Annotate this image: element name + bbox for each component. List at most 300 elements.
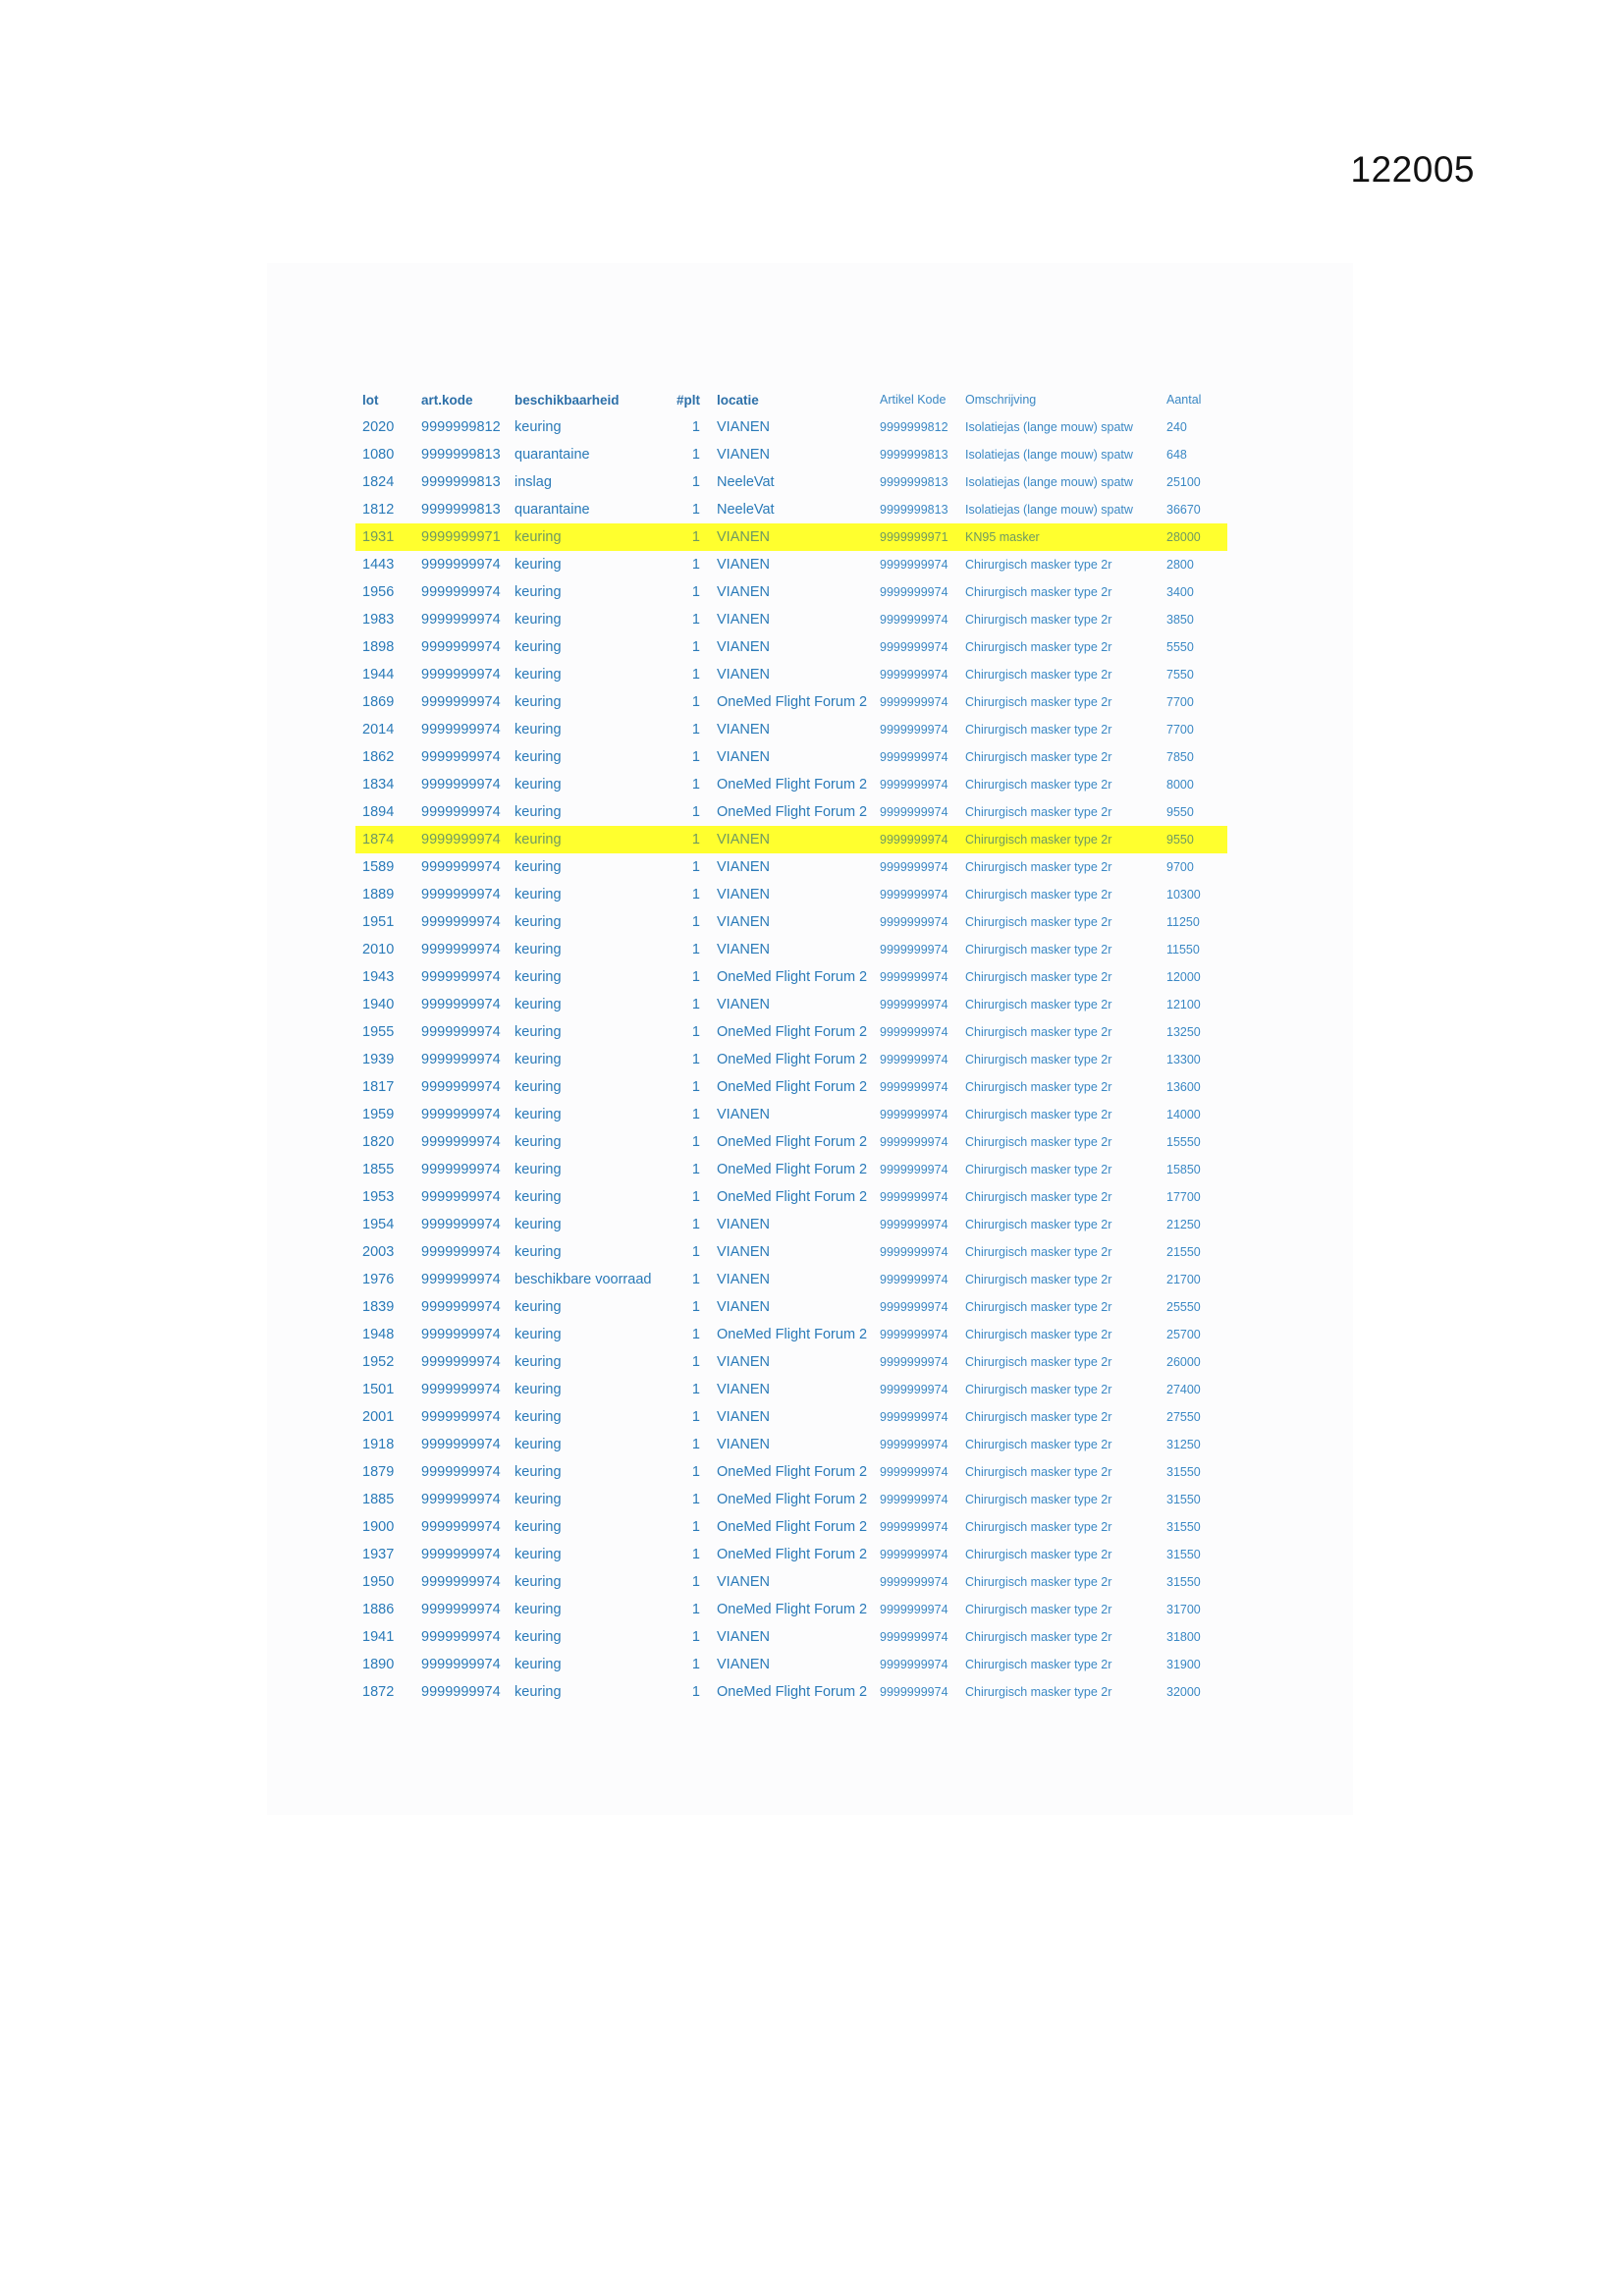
cell-art-kode: 9999999974 (421, 722, 501, 738)
cell-lot: 1952 (362, 1354, 395, 1370)
cell-lot: 1955 (362, 1024, 395, 1040)
table-row (355, 881, 1227, 908)
cell-artikel-kode: 9999999974 (880, 750, 948, 764)
cell-plt: 1 (691, 694, 700, 710)
table-row (355, 1211, 1227, 1238)
cell-beschikbaarheid: keuring (514, 1464, 562, 1480)
cell-artikel-kode: 9999999974 (880, 1218, 948, 1231)
table-row (355, 1513, 1227, 1541)
cell-plt: 1 (691, 1354, 700, 1370)
cell-beschikbaarheid: keuring (514, 1519, 562, 1535)
cell-plt: 1 (673, 523, 710, 551)
cell-art-kode: 9999999974 (421, 1409, 501, 1425)
cell-art-kode: 9999999974 (421, 1437, 501, 1452)
cell-aantal: 31550 (1166, 1520, 1201, 1534)
cell-omschrijving: Chirurgisch masker type 2r (965, 805, 1112, 819)
cell-plt: 1 (691, 1437, 700, 1452)
cell-beschikbaarheid: keuring (514, 612, 562, 628)
cell-lot: 1953 (362, 1189, 395, 1205)
table-row (355, 551, 1227, 578)
cell-lot: 2020 (362, 419, 395, 435)
cell-beschikbaarheid: keuring (514, 1382, 562, 1397)
table-row (355, 1623, 1227, 1651)
cell-locatie: VIANEN (717, 942, 770, 957)
cell-artikel-kode: 9999999974 (880, 1273, 948, 1286)
cell-locatie: OneMed Flight Forum 2 (717, 1464, 868, 1480)
cell-artikel-kode: 9999999974 (880, 943, 948, 957)
cell-plt: 1 (691, 612, 700, 628)
cell-art-kode: 9999999813 (421, 447, 501, 463)
cell-beschikbaarheid: keuring (514, 1299, 562, 1315)
cell-lot: 2010 (362, 942, 395, 957)
cell-artikel-kode: 9999999974 (880, 998, 948, 1011)
cell-omschrijving: KN95 masker (958, 523, 1160, 551)
cell-artikel-kode: 9999999974 (880, 1080, 948, 1094)
cell-omschrijving: Isolatiejas (lange mouw) spatw (965, 448, 1133, 462)
cell-locatie: VIANEN (717, 722, 770, 738)
cell-omschrijving: Chirurgisch masker type 2r (965, 888, 1112, 902)
cell-lot: 1839 (362, 1299, 395, 1315)
cell-artikel-kode: 9999999974 (880, 888, 948, 902)
cell-plt: 1 (691, 1657, 700, 1672)
cell-artikel-kode: 9999999974 (880, 860, 948, 874)
inventory-table (355, 386, 1227, 1706)
cell-locatie: VIANEN (717, 1629, 770, 1645)
cell-lot: 1944 (362, 667, 395, 683)
cell-omschrijving: Chirurgisch masker type 2r (965, 970, 1112, 984)
cell-artikel-kode: 9999999974 (880, 1108, 948, 1121)
cell-lot: 1940 (362, 997, 395, 1012)
cell-artikel-kode: 9999999974 (880, 1630, 948, 1644)
cell-lot: 1874 (355, 826, 414, 853)
cell-omschrijving: Chirurgisch masker type 2r (965, 613, 1112, 627)
cell-lot: 1817 (362, 1079, 395, 1095)
table-row (355, 908, 1227, 936)
cell-omschrijving: Isolatiejas (lange mouw) spatw (965, 475, 1133, 489)
cell-aantal: 32000 (1166, 1685, 1201, 1699)
cell-aantal: 9700 (1166, 860, 1194, 874)
cell-artikel-kode: 9999999974 (880, 613, 948, 627)
cell-artikel-kode: 9999999974 (880, 778, 948, 792)
cell-art-kode: 9999999974 (421, 1547, 501, 1562)
cell-aantal: 21700 (1166, 1273, 1201, 1286)
cell-plt: 1 (691, 1024, 700, 1040)
cell-lot: 1080 (362, 447, 395, 463)
cell-locatie: OneMed Flight Forum 2 (717, 1079, 868, 1095)
cell-aantal: 3400 (1166, 585, 1194, 599)
cell-aantal: 15850 (1166, 1163, 1201, 1176)
header-omschrijving: Omschrijving (965, 393, 1037, 407)
cell-aantal: 31550 (1166, 1575, 1201, 1589)
cell-lot: 1931 (355, 523, 414, 551)
cell-artikel-kode: 9999999974 (880, 1300, 948, 1314)
cell-plt: 1 (691, 419, 700, 435)
cell-aantal: 7700 (1166, 723, 1194, 737)
cell-beschikbaarheid: keuring (514, 419, 562, 435)
cell-lot: 1959 (362, 1107, 395, 1122)
table-row-highlighted (355, 826, 1227, 853)
cell-locatie: OneMed Flight Forum 2 (717, 1602, 868, 1617)
cell-art-kode: 9999999974 (421, 942, 501, 957)
cell-omschrijving: Chirurgisch masker type 2r (965, 1410, 1112, 1424)
header-lot: lot (362, 392, 379, 408)
cell-lot: 1589 (362, 859, 395, 875)
cell-artikel-kode: 9999999974 (880, 1053, 948, 1066)
cell-plt: 1 (691, 859, 700, 875)
cell-locatie: VIANEN (717, 1354, 770, 1370)
cell-beschikbaarheid: keuring (514, 1409, 562, 1425)
cell-aantal: 31550 (1166, 1465, 1201, 1479)
cell-art-kode: 9999999974 (421, 1327, 501, 1342)
cell-omschrijving: Chirurgisch masker type 2r (965, 1135, 1112, 1149)
cell-beschikbaarheid: keuring (514, 1134, 562, 1150)
cell-omschrijving: Chirurgisch masker type 2r (958, 826, 1160, 853)
cell-aantal: 9550 (1160, 826, 1227, 853)
cell-omschrijving: Chirurgisch masker type 2r (965, 943, 1112, 957)
table-row (355, 496, 1227, 523)
cell-lot: 1956 (362, 584, 395, 600)
cell-plt: 1 (691, 1547, 700, 1562)
cell-art-kode: 9999999974 (421, 1382, 501, 1397)
cell-omschrijving: Chirurgisch masker type 2r (965, 1273, 1112, 1286)
table-row (355, 1486, 1227, 1513)
cell-art-kode: 9999999974 (421, 694, 501, 710)
cell-artikel-kode: 9999999974 (880, 970, 948, 984)
cell-aantal: 9550 (1166, 805, 1194, 819)
cell-plt: 1 (691, 447, 700, 463)
cell-plt: 1 (691, 667, 700, 683)
cell-omschrijving: Chirurgisch masker type 2r (965, 1053, 1112, 1066)
table-body (355, 413, 1227, 1706)
cell-artikel-kode: 9999999974 (880, 723, 948, 737)
cell-plt: 1 (691, 639, 700, 655)
table-row (355, 688, 1227, 716)
cell-beschikbaarheid: quarantaine (514, 447, 590, 463)
cell-artikel-kode: 9999999974 (880, 915, 948, 929)
cell-art-kode: 9999999974 (421, 1492, 501, 1507)
cell-lot: 1834 (362, 777, 395, 793)
cell-artikel-kode: 9999999974 (880, 1328, 948, 1341)
cell-plt: 1 (691, 1382, 700, 1397)
cell-plt: 1 (691, 997, 700, 1012)
cell-aantal: 31800 (1166, 1630, 1201, 1644)
cell-artikel-kode: 9999999974 (880, 1548, 948, 1561)
cell-art-kode: 9999999974 (421, 914, 501, 930)
cell-omschrijving: Chirurgisch masker type 2r (965, 1465, 1112, 1479)
cell-locatie: VIANEN (717, 447, 770, 463)
cell-aantal: 25700 (1166, 1328, 1201, 1341)
cell-art-kode: 9999999974 (421, 1052, 501, 1067)
cell-artikel-kode: 9999999974 (880, 585, 948, 599)
cell-artikel-kode: 9999999974 (880, 1520, 948, 1534)
cell-beschikbaarheid: keuring (514, 1354, 562, 1370)
cell-omschrijving: Chirurgisch masker type 2r (965, 1603, 1112, 1616)
cell-locatie: VIANEN (717, 667, 770, 683)
cell-art-kode: 9999999974 (421, 804, 501, 820)
cell-locatie: VIANEN (717, 612, 770, 628)
cell-aantal: 17700 (1166, 1190, 1201, 1204)
cell-aantal: 11550 (1166, 943, 1200, 957)
cell-plt: 1 (691, 777, 700, 793)
cell-lot: 1941 (362, 1629, 395, 1645)
cell-artikel-kode: 9999999974 (880, 1355, 948, 1369)
cell-aantal: 648 (1166, 448, 1187, 462)
cell-artikel-kode: 9999999974 (880, 1575, 948, 1589)
cell-beschikbaarheid: keuring (514, 667, 562, 683)
cell-locatie: VIANEN (717, 1217, 770, 1232)
header-aantal: Aantal (1166, 393, 1202, 407)
cell-omschrijving: Chirurgisch masker type 2r (965, 1438, 1112, 1451)
cell-art-kode: 9999999974 (421, 1629, 501, 1645)
cell-beschikbaarheid: keuring (514, 1437, 562, 1452)
cell-art-kode: 9999999974 (421, 997, 501, 1012)
cell-art-kode: 9999999974 (421, 859, 501, 875)
cell-art-kode: 9999999812 (421, 419, 501, 435)
table-header-row (355, 386, 1227, 413)
table-row (355, 633, 1227, 661)
table-row (355, 606, 1227, 633)
cell-plt: 1 (691, 1629, 700, 1645)
cell-locatie: OneMed Flight Forum 2 (717, 1327, 868, 1342)
cell-plt: 1 (691, 502, 700, 518)
cell-aantal: 31250 (1166, 1438, 1201, 1451)
cell-plt: 1 (691, 887, 700, 902)
cell-art-kode: 9999999974 (421, 1684, 501, 1700)
cell-locatie: VIANEN (710, 523, 873, 551)
cell-beschikbaarheid: keuring (514, 997, 562, 1012)
cell-art-kode: 9999999974 (421, 584, 501, 600)
table-row (355, 936, 1227, 963)
cell-artikel-kode: 9999999974 (880, 1025, 948, 1039)
cell-plt: 1 (673, 826, 710, 853)
cell-beschikbaarheid: keuring (514, 1327, 562, 1342)
cell-lot: 1879 (362, 1464, 395, 1480)
cell-beschikbaarheid: keuring (514, 969, 562, 985)
cell-art-kode: 9999999974 (421, 1519, 501, 1535)
cell-plt: 1 (691, 1327, 700, 1342)
cell-art-kode: 9999999974 (421, 969, 501, 985)
cell-artikel-kode: 9999999813 (880, 475, 948, 489)
cell-omschrijving: Chirurgisch masker type 2r (965, 750, 1112, 764)
cell-plt: 1 (691, 1574, 700, 1590)
cell-locatie: OneMed Flight Forum 2 (717, 1519, 868, 1535)
cell-locatie: VIANEN (717, 1272, 770, 1287)
cell-aantal: 31550 (1166, 1493, 1201, 1506)
cell-plt: 1 (691, 1107, 700, 1122)
cell-plt: 1 (691, 1162, 700, 1177)
cell-lot: 1898 (362, 639, 395, 655)
cell-lot: 1855 (362, 1162, 395, 1177)
cell-plt: 1 (691, 1134, 700, 1150)
cell-lot: 1872 (362, 1684, 395, 1700)
cell-aantal: 15550 (1166, 1135, 1201, 1149)
table-row (355, 578, 1227, 606)
cell-art-kode: 9999999974 (421, 1079, 501, 1095)
cell-art-kode: 9999999974 (421, 1657, 501, 1672)
header-art-kode: art.kode (421, 392, 473, 408)
cell-locatie: VIANEN (717, 1574, 770, 1590)
cell-beschikbaarheid: keuring (514, 887, 562, 902)
cell-art-kode: 9999999974 (421, 1574, 501, 1590)
cell-locatie: VIANEN (717, 914, 770, 930)
cell-locatie: VIANEN (717, 1437, 770, 1452)
cell-beschikbaarheid: keuring (514, 914, 562, 930)
cell-lot: 1900 (362, 1519, 395, 1535)
cell-beschikbaarheid: keuring (514, 1684, 562, 1700)
cell-aantal: 10300 (1166, 888, 1201, 902)
cell-lot: 1824 (362, 474, 395, 490)
cell-aantal: 13600 (1166, 1080, 1201, 1094)
cell-artikel-kode: 9999999974 (880, 1410, 948, 1424)
table-row (355, 1651, 1227, 1678)
cell-artikel-kode: 9999999974 (880, 1493, 948, 1506)
cell-art-kode: 9999999974 (421, 557, 501, 573)
cell-art-kode: 9999999974 (421, 612, 501, 628)
cell-beschikbaarheid: keuring (514, 1079, 562, 1095)
cell-artikel-kode: 9999999974 (880, 1163, 948, 1176)
cell-beschikbaarheid: keuring (514, 584, 562, 600)
cell-art-kode: 9999999971 (414, 523, 508, 551)
cell-beschikbaarheid: keuring (514, 1244, 562, 1260)
table-row (355, 1018, 1227, 1046)
cell-locatie: OneMed Flight Forum 2 (717, 1492, 868, 1507)
cell-locatie: VIANEN (717, 584, 770, 600)
cell-locatie: VIANEN (717, 887, 770, 902)
cell-plt: 1 (691, 1272, 700, 1287)
cell-plt: 1 (691, 969, 700, 985)
table-row (355, 661, 1227, 688)
cell-art-kode: 9999999974 (421, 1244, 501, 1260)
cell-locatie: VIANEN (717, 1244, 770, 1260)
table-row-highlighted (355, 523, 1227, 551)
cell-lot: 1820 (362, 1134, 395, 1150)
cell-locatie: NeeleVat (717, 474, 775, 490)
cell-plt: 1 (691, 584, 700, 600)
cell-plt: 1 (691, 1189, 700, 1205)
cell-beschikbaarheid: keuring (514, 1189, 562, 1205)
cell-beschikbaarheid: keuring (514, 1574, 562, 1590)
cell-plt: 1 (691, 722, 700, 738)
cell-omschrijving: Chirurgisch masker type 2r (965, 1658, 1112, 1671)
cell-omschrijving: Chirurgisch masker type 2r (965, 915, 1112, 929)
cell-aantal: 7550 (1166, 668, 1194, 682)
cell-aantal: 7700 (1166, 695, 1194, 709)
cell-aantal: 7850 (1166, 750, 1194, 764)
cell-aantal: 240 (1166, 420, 1187, 434)
cell-omschrijving: Chirurgisch masker type 2r (965, 1328, 1112, 1341)
cell-locatie: VIANEN (717, 997, 770, 1012)
header-plt: #plt (676, 392, 700, 408)
cell-artikel-kode: 9999999974 (880, 1245, 948, 1259)
cell-lot: 1890 (362, 1657, 395, 1672)
cell-plt: 1 (691, 474, 700, 490)
cell-lot: 1943 (362, 969, 395, 985)
cell-artikel-kode: 9999999974 (880, 805, 948, 819)
cell-artikel-kode: 9999999974 (880, 1438, 948, 1451)
cell-artikel-kode: 9999999813 (880, 503, 948, 517)
cell-locatie: NeeleVat (717, 502, 775, 518)
cell-locatie: OneMed Flight Forum 2 (717, 969, 868, 985)
table-row (355, 743, 1227, 771)
cell-locatie: VIANEN (717, 1409, 770, 1425)
table-row (355, 1376, 1227, 1403)
cell-omschrijving: Chirurgisch masker type 2r (965, 1575, 1112, 1589)
cell-omschrijving: Chirurgisch masker type 2r (965, 998, 1112, 1011)
cell-art-kode: 9999999974 (421, 1189, 501, 1205)
cell-plt: 1 (691, 1409, 700, 1425)
cell-beschikbaarheid: keuring (514, 1547, 562, 1562)
cell-beschikbaarheid: keuring (514, 1107, 562, 1122)
cell-art-kode: 9999999974 (421, 1024, 501, 1040)
cell-plt: 1 (691, 1299, 700, 1315)
cell-lot: 2014 (362, 722, 395, 738)
cell-plt: 1 (691, 804, 700, 820)
cell-beschikbaarheid: keuring (514, 1052, 562, 1067)
cell-artikel-kode: 9999999812 (880, 420, 948, 434)
cell-aantal: 27400 (1166, 1383, 1201, 1396)
cell-aantal: 13250 (1166, 1025, 1201, 1039)
cell-plt: 1 (691, 1492, 700, 1507)
table-row (355, 1348, 1227, 1376)
cell-art-kode: 9999999974 (421, 667, 501, 683)
cell-artikel-kode: 9999999974 (873, 826, 958, 853)
header-artikel-kode: Artikel Kode (880, 393, 947, 407)
cell-art-kode: 9999999974 (421, 777, 501, 793)
cell-lot: 1937 (362, 1547, 395, 1562)
table-row (355, 1046, 1227, 1073)
cell-omschrijving: Chirurgisch masker type 2r (965, 640, 1112, 654)
cell-locatie: OneMed Flight Forum 2 (717, 1024, 868, 1040)
cell-aantal: 36670 (1166, 503, 1201, 517)
cell-artikel-kode: 9999999974 (880, 1135, 948, 1149)
cell-locatie: VIANEN (717, 1657, 770, 1672)
cell-artikel-kode: 9999999974 (880, 1190, 948, 1204)
cell-aantal: 31900 (1166, 1658, 1201, 1671)
cell-omschrijving: Chirurgisch masker type 2r (965, 1163, 1112, 1176)
cell-lot: 1976 (362, 1272, 395, 1287)
cell-lot: 1862 (362, 749, 395, 765)
header-beschikbaarheid: beschikbaarheid (514, 392, 620, 408)
table-row (355, 1266, 1227, 1293)
cell-plt: 1 (691, 1519, 700, 1535)
table-row (355, 1183, 1227, 1211)
cell-omschrijving: Chirurgisch masker type 2r (965, 778, 1112, 792)
cell-omschrijving: Isolatiejas (lange mouw) spatw (965, 420, 1133, 434)
cell-lot: 1501 (362, 1382, 395, 1397)
cell-artikel-kode: 9999999974 (880, 640, 948, 654)
cell-lot: 1950 (362, 1574, 395, 1590)
cell-beschikbaarheid: keuring (514, 1657, 562, 1672)
cell-locatie: OneMed Flight Forum 2 (717, 1684, 868, 1700)
cell-aantal: 14000 (1166, 1108, 1201, 1121)
cell-lot: 1951 (362, 914, 395, 930)
cell-beschikbaarheid: keuring (514, 639, 562, 655)
cell-plt: 1 (691, 1079, 700, 1095)
cell-omschrijving: Chirurgisch masker type 2r (965, 1190, 1112, 1204)
cell-lot: 1894 (362, 804, 395, 820)
table-row (355, 1596, 1227, 1623)
table-row (355, 413, 1227, 441)
cell-art-kode: 9999999974 (421, 1299, 501, 1315)
table-row (355, 1101, 1227, 1128)
cell-beschikbaarheid: keuring (514, 942, 562, 957)
cell-art-kode: 9999999974 (421, 1217, 501, 1232)
cell-lot: 1948 (362, 1327, 395, 1342)
cell-plt: 1 (691, 1052, 700, 1067)
cell-omschrijving: Chirurgisch masker type 2r (965, 1218, 1112, 1231)
cell-art-kode: 9999999974 (421, 1464, 501, 1480)
cell-aantal: 11250 (1166, 915, 1200, 929)
